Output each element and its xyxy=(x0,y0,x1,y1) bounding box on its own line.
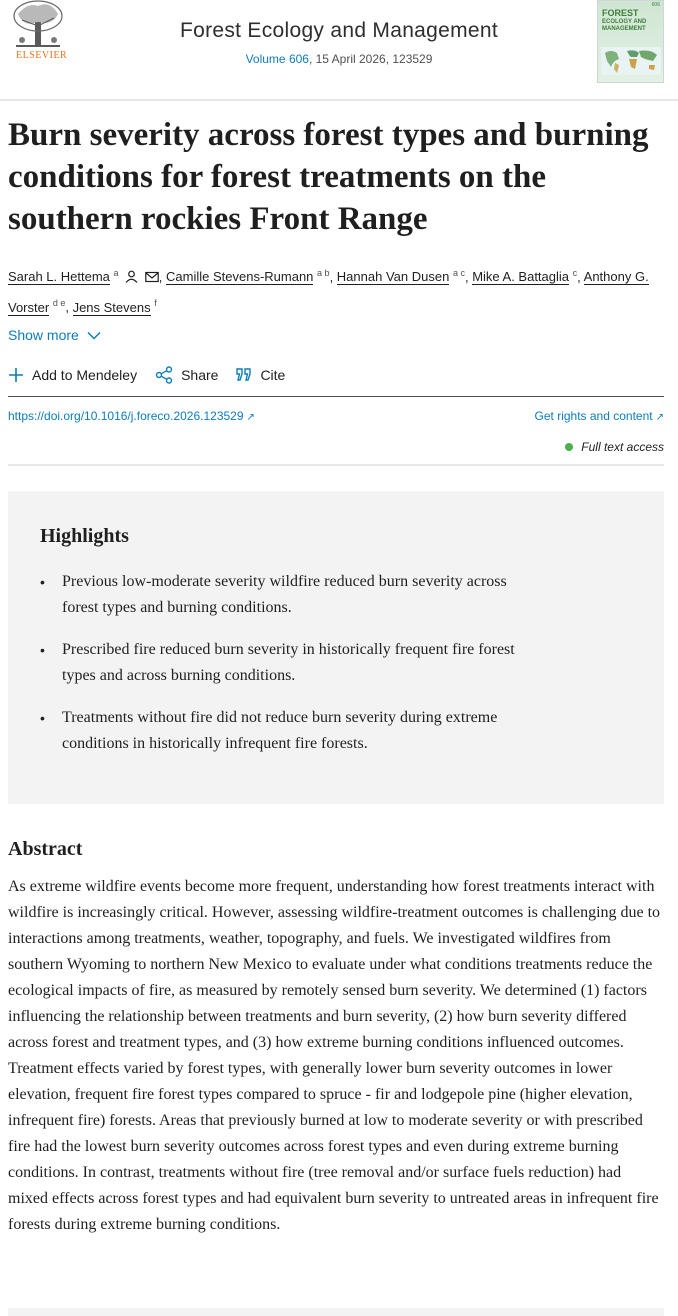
author-list: Sarah L. Hettema $^a$ , Camille Stevens-Rumann $^{a b}$, Hannah Van Dusen $^{a c}$, Mike A. Battaglia $^c$, Anthony G. Vorster $^{d e}$, Jens Stevens $^f$ xyxy=(8,268,649,315)
highlight-item: • Prescribed fire reduced burn severity in historically frequent fire forest types and across burning conditions. xyxy=(40,637,540,689)
get-rights-label: Get rights and content xyxy=(534,409,653,423)
journal-cover-image[interactable] xyxy=(597,0,664,83)
highlights-list xyxy=(40,569,540,773)
author-affiliation-sup[interactable]: a c xyxy=(452,268,465,278)
highlight-item: • Treatments without fire did not reduce burn severity during extreme conditions in historically infrequent fire forests. xyxy=(40,705,540,757)
author-link[interactable]: Hannah Van Dusen xyxy=(336,269,450,285)
author-link[interactable]: Sarah L. Hettema xyxy=(8,269,110,285)
share-label: Share xyxy=(181,367,219,383)
volume-link[interactable]: Volume 606 xyxy=(245,52,309,66)
author-affiliation-sup[interactable]: f xyxy=(154,298,157,309)
get-rights-link[interactable] xyxy=(535,409,664,423)
article-title: Burn severity across forest types and burning conditions for forest treatments on the southern rockies Front Range xyxy=(8,117,649,237)
journal-header xyxy=(0,0,678,101)
access-status xyxy=(565,440,664,454)
doi-link[interactable] xyxy=(8,409,255,423)
author-link[interactable]: Camille Stevens-Rumann xyxy=(166,269,314,285)
external-link-icon: ↗ xyxy=(246,412,255,423)
access-dot-icon xyxy=(565,443,573,451)
show-more-label: Show more xyxy=(8,327,79,343)
journal-title-link[interactable]: Forest Ecology and Management xyxy=(179,19,499,42)
highlight-item: • Previous low-moderate severity wildfire reduced burn severity across forest types and burning conditions. xyxy=(40,569,540,621)
journal-title xyxy=(0,19,678,43)
cover-number: 606 xyxy=(651,2,660,8)
cite-label: Cite xyxy=(260,367,286,383)
plus-icon xyxy=(8,367,24,383)
journal-meta xyxy=(0,52,678,66)
publisher-name: ELSEVIER xyxy=(16,50,68,61)
author-affiliation-sup[interactable]: a xyxy=(113,268,119,278)
divider xyxy=(8,396,664,397)
world-map-icon xyxy=(601,47,661,75)
issue-info: , 15 April 2026, 123529 xyxy=(308,52,433,66)
author-link[interactable]: Mike A. Battaglia xyxy=(472,269,570,285)
external-link-icon: ↗ xyxy=(655,412,664,423)
abstract-text: As extreme wildfire events become more frequent, understanding how forest treatments interact with wildfire is increasingly critical. However, assessing wildfire-treatment outcomes is challenging due to interactions among treatments, weather, topography, and fuels. We investigated wildfires from southern Wyoming to northern New Mexico to evaluate under what conditions treatments reduce the ecological impacts of fire, as measured by remotely sensed burn severity. We determined (1) factors influencing the relationship between treatments and burn severity, (2) how burn severity differed across forest and treatment types, and (3) how extreme burning conditions influenced outcomes. Treatment effects varied by forest types, with generally lower burn severity outcomes in lower elevation, frequent fire forest types compared to spruce - fir and lodgepole pine (higher elevation, infrequent fire) forests. Areas that previously burned at low to moderate severity or with prescribed fire had the lowest burn severity outcomes across forest types and even during extreme burning conditions. In contrast, treatments without fire (tree removal and/or surface fuels reduction) had mixed effects across forest types and had equivalent burn severity to untreated areas in infrequent fire forests during extreme burning conditions. xyxy=(8,878,661,1233)
share-button[interactable] xyxy=(155,366,218,384)
chevron-down-icon xyxy=(87,331,101,340)
highlights-title: Highlights xyxy=(40,525,129,547)
cite-button[interactable] xyxy=(236,367,285,383)
share-icon xyxy=(155,366,173,384)
abstract-title: Abstract xyxy=(8,838,83,860)
author-link[interactable]: Anthony G. Vorster xyxy=(8,269,649,315)
highlights-panel xyxy=(8,491,664,804)
add-to-mendeley-label: Add to Mendeley xyxy=(32,367,138,383)
divider xyxy=(8,464,664,466)
author-affiliation-sup[interactable]: d e xyxy=(52,298,66,309)
cover-title-line2: ECOLOGY AND MANAGEMENT xyxy=(602,19,647,32)
access-label: Full text access xyxy=(581,440,664,454)
author-affiliation-sup[interactable]: a b xyxy=(317,268,330,278)
quote-icon xyxy=(236,368,252,382)
author-affiliation-sup[interactable]: c xyxy=(572,268,578,278)
email-icon[interactable] xyxy=(145,267,159,291)
doi-link-text: https://doi.org/10.1016/j.foreco.2026.123529 xyxy=(8,409,244,423)
cover-title-line1: FOREST xyxy=(602,8,639,18)
author-link[interactable]: Jens Stevens xyxy=(72,299,151,315)
add-to-mendeley-button[interactable] xyxy=(8,367,137,383)
article-toolbar xyxy=(8,366,303,384)
show-more-button[interactable] xyxy=(8,327,101,343)
person-icon[interactable] xyxy=(125,267,138,291)
next-section-panel xyxy=(8,1308,664,1316)
